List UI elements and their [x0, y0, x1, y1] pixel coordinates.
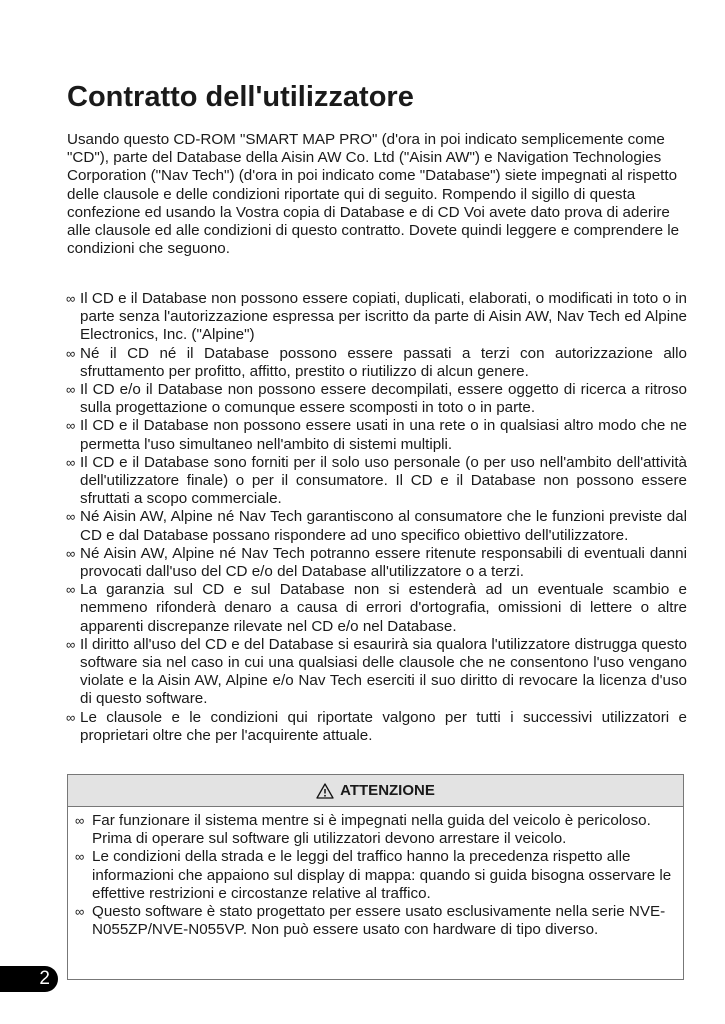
term-item: ∞ La garanzia sul CD e sul Database non si estenderà ad un eventuale scambio e nemmeno rifonderà denaro a causa di errori d'ortografia, omissioni di lettere o altre apparenti discrepanze rilevate nel CD e/o nel Database.: [66, 581, 687, 635]
bullet-icon: ∞: [66, 582, 76, 598]
term-item: ∞ Il CD e il Database non possono essere usati in una rete o in qualsiasi altro modo che ne permetta l'uso simultaneo nell'ambito di sistemi multipli.: [66, 417, 687, 453]
warning-title: ATTENZIONE: [340, 782, 435, 799]
bullet-icon: ∞: [66, 709, 76, 725]
bullet-icon: ∞: [66, 636, 76, 652]
term-item: ∞ Il CD e/o il Database non possono essere decompilati, essere oggetto di ricerca a ritroso sulla progettazione o comunque essere scomposti in toto o in parte.: [66, 381, 687, 417]
term-item: ∞ Né il CD né il Database possono essere passati a terzi con autorizzazione allo sfruttamento per profitto, affitto, prestito o riutilizzo di alcun genere.: [66, 344, 687, 380]
term-item: ∞ Il CD e il Database non possono essere copiati, duplicati, elaborati, o modificati in toto o in parte senza l'autorizzazione espressa per iscritto da parte di Aisin AW, Nav Tech ed Alpine Electronics, Inc. ("Alpine"): [66, 290, 687, 344]
warning-triangle-icon: [316, 783, 334, 799]
warning-header: [68, 775, 683, 807]
page-number: 2: [0, 966, 58, 992]
intro-paragraph: Usando questo CD-ROM "SMART MAP PRO" (d'ora in poi indicato semplicemente come "CD"), parte del Database della Aisin AW Co. Ltd ("Aisin AW") e Navigation Technologies Corporation ("Nav Tech") (d'ora in poi indicato come "Database") siete impegnati al rispetto delle clausole e delle condizioni riportate qui di seguito. Rompendo il sigillo di questa confezione ed usando la Vostra copia di Database e di CD Voi avete dato prova di aderire alle clausole ed alle condizioni di questo contratto. Dovete quindi leggere e comprendere le condizioni che seguono.: [67, 131, 680, 258]
warning-item: ∞ Questo software è stato progettato per essere usato esclusivamente nella serie NVE-N055ZP/NVE-N055VP. Non può essere usato con hardware di tipo diverso.: [75, 903, 666, 939]
term-item: ∞ Né Aisin AW, Alpine né Nav Tech potranno essere ritenute responsabili di eventuali danni provocati dall'uso del CD e/o del Database all'utilizzatore o a terzi.: [66, 544, 687, 581]
bullet-icon: ∞: [66, 291, 76, 306]
bullet-icon: ∞: [75, 849, 85, 865]
bullet-icon: ∞: [66, 382, 76, 398]
bullet-icon: ∞: [75, 813, 85, 828]
term-item: ∞ Le clausole e le condizioni qui riportate valgono per tutti i successivi utilizzatori e proprietari oltre che per l'acquirente attuale.: [66, 708, 687, 744]
bullet-icon: ∞: [66, 545, 76, 561]
warning-item: ∞ Le condizioni della strada e le leggi del traffico hanno la precedenza rispetto alle informazioni che appaiono sul display di mappa: quando si guida bisogna osservare le effettive restrizioni e circostanze relative al traffico.: [75, 848, 672, 902]
warning-list: [68, 807, 683, 939]
bullet-icon: ∞: [75, 904, 85, 920]
term-item: ∞ Il diritto all'uso del CD e del Database si esaurirà sia qualora l'utilizzatore distrugga questo software sia nel caso in cui una qualsiasi delle clausole che ne consentono l'uso vengano violate e la Aisin AW, Alpine e/o Nav Tech eserciti il suo diritto di revocare la licenza d'uso di questo software.: [66, 635, 687, 708]
warning-item: ∞ Far funzionare il sistema mentre si è impegnati nella guida del veicolo è pericoloso. Prima di operare sul software gli utilizzatori devono arrestare il veicolo.: [75, 812, 651, 848]
bullet-icon: ∞: [66, 418, 76, 434]
page-title: Contratto dell'utilizzatore: [67, 81, 414, 113]
terms-list: [67, 290, 687, 745]
warning-box: [67, 774, 684, 980]
bullet-icon: ∞: [66, 454, 76, 470]
bullet-icon: ∞: [66, 509, 76, 525]
term-item: ∞ Il CD e il Database sono forniti per il solo uso personale (o per uso nell'ambito dell'attività dell'utilizzatore finale) o per il consumatore. Il CD e il Database non possono essere sfruttati a scopo commerciale.: [66, 453, 687, 508]
bullet-icon: ∞: [66, 345, 76, 361]
term-item: ∞ Né Aisin AW, Alpine né Nav Tech garantiscono al consumatore che le funzioni previste dal CD e dal Database possano rispondere ad uno specifico obiettivo dell'utilizzatore.: [66, 508, 687, 544]
